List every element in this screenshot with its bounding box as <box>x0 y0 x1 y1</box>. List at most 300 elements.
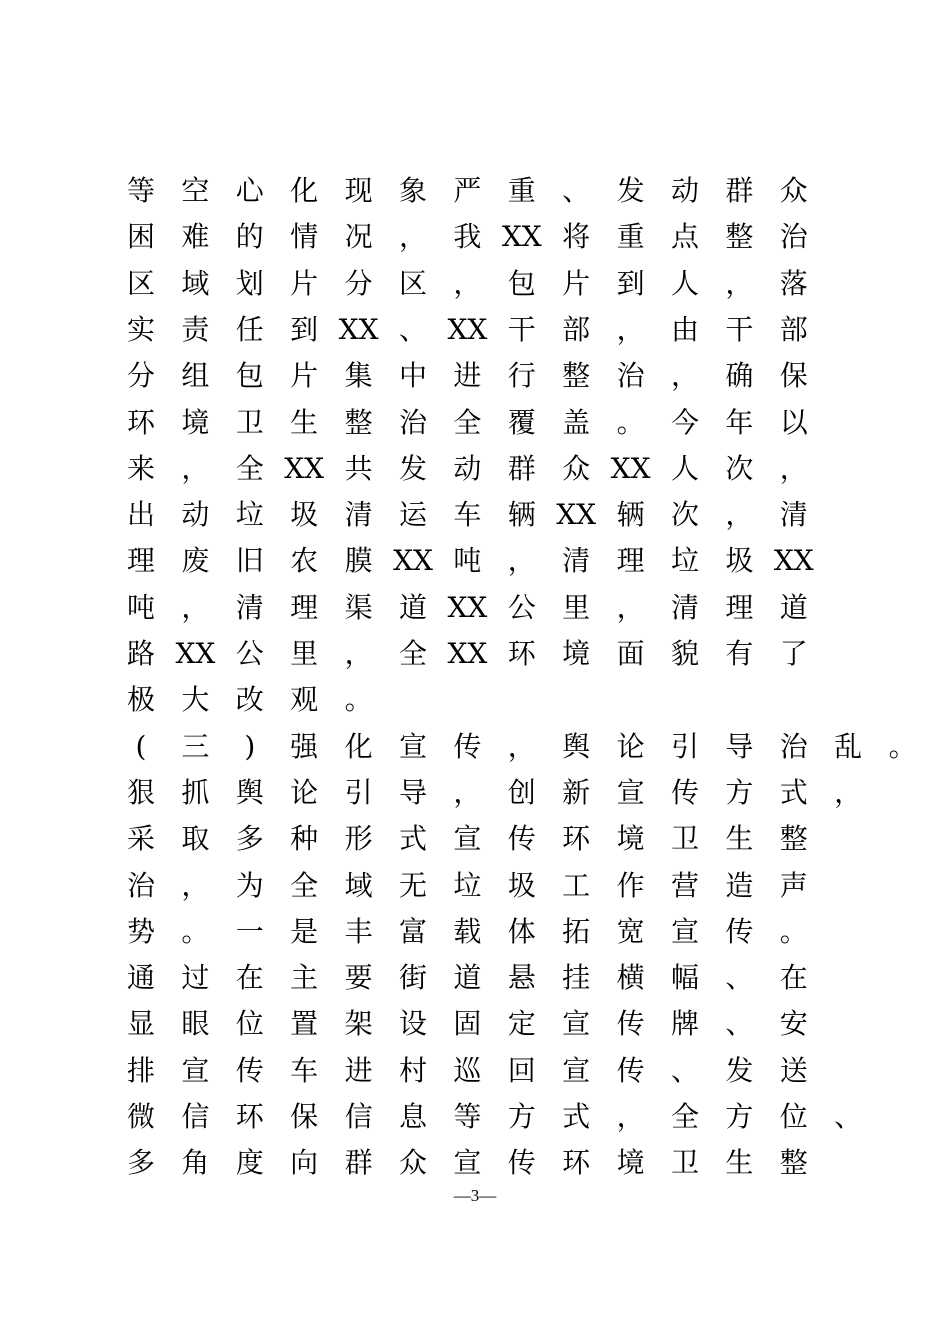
text-char: 引 <box>344 775 373 809</box>
text-char: 环 <box>562 822 591 856</box>
text-char: 群 <box>725 174 754 207</box>
text-char: 式 <box>779 775 808 809</box>
text-char: ， <box>181 868 210 902</box>
text-char: 悬 <box>507 961 536 995</box>
text-char: 发 <box>616 174 645 207</box>
text-char: 理 <box>126 544 155 578</box>
text-line <box>122 680 394 720</box>
text-char: 宣 <box>616 775 645 809</box>
text-char: 狠 <box>126 775 155 809</box>
text-char: 治 <box>126 868 155 902</box>
text-char: XX <box>338 312 379 346</box>
text-char: 动 <box>181 498 210 532</box>
text-char: 到 <box>290 312 319 346</box>
text-line <box>122 1051 829 1091</box>
text-char: 圾 <box>725 544 754 578</box>
text-char: 定 <box>507 1007 536 1041</box>
text-char: 吨 <box>126 590 155 624</box>
text-char: 进 <box>344 1053 373 1087</box>
text-char: 向 <box>290 1146 319 1180</box>
text-char: 送 <box>779 1053 808 1087</box>
text-char: 境 <box>181 405 210 439</box>
text-char: 导 <box>398 775 427 809</box>
text-line <box>122 634 829 674</box>
text-char: 抓 <box>181 775 210 809</box>
text-char: 次 <box>725 451 754 485</box>
text-char: ， <box>181 590 210 624</box>
text-char: 微 <box>126 1100 155 1133</box>
text-char: 理 <box>616 544 645 578</box>
text-char: 角 <box>181 1146 210 1180</box>
text-char: ( <box>135 729 147 763</box>
text-char: 论 <box>290 775 319 809</box>
text-char: 声 <box>779 868 808 902</box>
text-char: 治 <box>616 359 645 393</box>
text-char: 包 <box>507 266 536 300</box>
text-line <box>122 1143 829 1183</box>
text-char: 保 <box>779 359 808 393</box>
text-char: 宣 <box>453 1146 482 1180</box>
text-char: 理 <box>290 590 319 624</box>
text-line <box>122 588 829 628</box>
text-char: 排 <box>126 1053 155 1087</box>
text-char: 我 <box>453 220 482 254</box>
text-char: 取 <box>181 822 210 856</box>
text-char: ， <box>834 775 863 809</box>
text-line <box>122 1097 884 1137</box>
text-char: ， <box>453 266 482 300</box>
text-char: 势 <box>126 914 155 948</box>
text-char: 传 <box>725 914 754 948</box>
text-char: 情 <box>290 220 319 254</box>
text-char: 在 <box>235 961 264 995</box>
text-char: 分 <box>126 359 155 393</box>
text-line <box>122 403 829 443</box>
text-char: 过 <box>181 961 210 995</box>
text-line <box>122 819 829 859</box>
text-char: 境 <box>616 822 645 856</box>
text-line <box>122 866 829 906</box>
text-char: 覆 <box>507 405 536 439</box>
text-char: 多 <box>126 1146 155 1180</box>
text-char: 新 <box>562 775 591 809</box>
text-char: 车 <box>290 1053 319 1087</box>
text-char: 区 <box>126 266 155 300</box>
text-char: 责 <box>181 312 210 346</box>
text-char: 宣 <box>562 1053 591 1087</box>
text-char: 到 <box>616 266 645 300</box>
text-char: 环 <box>507 637 536 670</box>
text-char: 圾 <box>290 498 319 532</box>
text-char: 废 <box>181 544 210 578</box>
text-char: 动 <box>670 174 699 207</box>
text-char: 动 <box>453 451 482 485</box>
text-char: 宣 <box>453 822 482 856</box>
text-char: 位 <box>779 1100 808 1133</box>
text-char: 群 <box>344 1146 373 1180</box>
text-char: 环 <box>126 405 155 439</box>
text-char: 改 <box>235 683 264 717</box>
text-char: 工 <box>562 868 591 902</box>
text-char: 安 <box>779 1007 808 1041</box>
text-char: 载 <box>453 914 482 948</box>
text-char: 垃 <box>235 498 264 532</box>
text-char: 引 <box>670 729 699 763</box>
text-char: 式 <box>398 822 427 856</box>
text-char: 卫 <box>670 1146 699 1180</box>
text-char: 圾 <box>507 868 536 902</box>
text-char: 整 <box>779 1146 808 1180</box>
text-char: 传 <box>616 1053 645 1087</box>
text-char: 人 <box>670 266 699 300</box>
text-char: 传 <box>670 775 699 809</box>
text-char: 渠 <box>344 590 373 624</box>
text-char: 片 <box>290 266 319 300</box>
text-char: 清 <box>670 590 699 624</box>
text-char: 重 <box>507 174 536 207</box>
text-char: 全 <box>290 868 319 902</box>
text-char: 的 <box>235 220 264 254</box>
text-char: 公 <box>507 590 536 624</box>
text-char: 共 <box>344 451 373 485</box>
text-char: 境 <box>616 1146 645 1180</box>
text-char: 道 <box>779 590 808 624</box>
text-line <box>122 171 829 211</box>
text-char: 。 <box>344 683 373 717</box>
text-char: 造 <box>725 868 754 902</box>
text-char: 信 <box>344 1100 373 1133</box>
text-char: 行 <box>507 359 536 393</box>
text-line <box>122 356 829 396</box>
text-char: 显 <box>126 1007 155 1041</box>
text-char: 生 <box>725 1146 754 1180</box>
text-char: 干 <box>725 312 754 346</box>
text-char: 生 <box>290 405 319 439</box>
text-char: 主 <box>290 961 319 995</box>
text-char: XX <box>501 220 542 254</box>
text-char: 环 <box>235 1100 264 1133</box>
text-char: 落 <box>779 266 808 300</box>
text-line <box>122 773 884 813</box>
text-char: 确 <box>725 359 754 393</box>
text-char: 整 <box>344 405 373 439</box>
text-char: 全 <box>453 405 482 439</box>
text-line <box>122 1004 829 1044</box>
text-char: 、 <box>834 1100 863 1133</box>
text-char: 牌 <box>670 1007 699 1041</box>
text-char: 干 <box>507 312 536 346</box>
text-char: 了 <box>779 637 808 670</box>
text-char: 是 <box>290 914 319 948</box>
text-char: 众 <box>562 451 591 485</box>
text-char: 巡 <box>453 1053 482 1087</box>
text-char: 、 <box>398 312 427 346</box>
text-char: 发 <box>398 451 427 485</box>
text-char: 舆 <box>562 729 591 763</box>
text-char: 治 <box>779 220 808 254</box>
text-char: 车 <box>453 498 482 532</box>
text-char: 公 <box>235 637 264 670</box>
text-char: 。 <box>181 914 210 948</box>
text-char: 传 <box>235 1053 264 1087</box>
text-char: 观 <box>290 683 319 717</box>
text-char: ) <box>244 729 256 763</box>
text-char: 清 <box>344 498 373 532</box>
text-char: 整 <box>779 822 808 856</box>
text-char: 道 <box>453 961 482 995</box>
text-char: 全 <box>398 637 427 670</box>
text-char: 里 <box>290 637 319 670</box>
text-char: 垃 <box>453 868 482 902</box>
text-char: 大 <box>181 683 210 717</box>
text-char: ， <box>453 775 482 809</box>
text-char: 乱 <box>834 729 863 763</box>
text-line <box>122 449 829 489</box>
text-char: 面 <box>616 637 645 670</box>
text-char: 。 <box>888 729 917 763</box>
text-char: 采 <box>126 822 155 856</box>
text-char: 设 <box>398 1007 427 1041</box>
text-line <box>122 310 829 350</box>
text-char: 、 <box>670 1053 699 1087</box>
text-char: 方 <box>507 1100 536 1133</box>
text-char: 导 <box>725 729 754 763</box>
text-line <box>122 264 829 304</box>
text-char: 形 <box>344 822 373 856</box>
text-char: 卫 <box>670 822 699 856</box>
text-char: 强 <box>290 729 319 763</box>
text-char: 任 <box>235 312 264 346</box>
text-char: 将 <box>562 220 591 254</box>
text-char: 现 <box>344 174 373 207</box>
text-char: 三 <box>181 729 210 763</box>
text-char: 宣 <box>181 1053 210 1087</box>
text-char: 位 <box>235 1007 264 1041</box>
text-char: ， <box>507 544 536 578</box>
text-char: 环 <box>562 1146 591 1180</box>
text-char: 今 <box>670 405 699 439</box>
text-char: 吨 <box>453 544 482 578</box>
text-char: XX <box>393 544 433 578</box>
text-line <box>122 217 829 257</box>
text-char: 众 <box>398 1146 427 1180</box>
text-char: 一 <box>235 914 264 948</box>
text-char: 度 <box>235 1146 264 1180</box>
text-char: 垃 <box>670 544 699 578</box>
text-char: 方 <box>725 1100 754 1133</box>
text-char: 集 <box>344 359 373 393</box>
text-char: 道 <box>398 590 427 624</box>
text-char: 极 <box>126 683 155 717</box>
text-char: 出 <box>126 498 155 532</box>
text-char: 发 <box>725 1053 754 1087</box>
text-char: 全 <box>235 451 264 485</box>
text-char: XX <box>610 451 651 485</box>
text-char: XX <box>556 498 597 532</box>
text-char: 理 <box>725 590 754 624</box>
text-char: XX <box>175 637 216 670</box>
text-char: 治 <box>779 729 808 763</box>
text-char: 有 <box>725 637 754 670</box>
text-char: 富 <box>398 914 427 948</box>
text-char: 等 <box>126 174 155 207</box>
text-char: 况 <box>344 220 373 254</box>
text-char: 整 <box>562 359 591 393</box>
text-char: ， <box>725 498 754 532</box>
text-char: 年 <box>725 405 754 439</box>
text-char: ， <box>616 312 645 346</box>
text-char: 化 <box>290 174 319 207</box>
text-line <box>122 912 829 952</box>
text-line <box>122 541 829 581</box>
text-char: 。 <box>616 405 645 439</box>
text-char: 保 <box>290 1100 319 1133</box>
text-char: 空 <box>181 174 210 207</box>
text-char: ， <box>616 590 645 624</box>
text-char: 域 <box>344 868 373 902</box>
text-char: 辆 <box>616 498 645 532</box>
text-char: 通 <box>126 961 155 995</box>
text-char: XX <box>447 637 488 670</box>
text-char: 分 <box>344 266 373 300</box>
text-char: 生 <box>725 822 754 856</box>
text-char: 传 <box>507 822 536 856</box>
text-char: 拓 <box>562 914 591 948</box>
text-char: ， <box>344 637 373 670</box>
text-char: 运 <box>398 498 427 532</box>
text-char: 片 <box>290 359 319 393</box>
text-char: 膜 <box>344 544 373 578</box>
text-char: 眼 <box>181 1007 210 1041</box>
text-char: 置 <box>290 1007 319 1041</box>
text-char: 人 <box>670 451 699 485</box>
text-char: 域 <box>181 266 210 300</box>
text-char: 息 <box>398 1100 427 1133</box>
text-char: 传 <box>453 729 482 763</box>
text-char: 。 <box>779 914 808 948</box>
text-char: 以 <box>779 405 808 439</box>
text-char: 农 <box>290 544 319 578</box>
text-char: 心 <box>235 174 264 207</box>
text-char: 路 <box>126 637 155 670</box>
text-char: 貌 <box>670 637 699 670</box>
text-char: 式 <box>562 1100 591 1133</box>
text-char: 里 <box>562 590 591 624</box>
text-line <box>122 727 938 767</box>
text-char: 旧 <box>235 544 264 578</box>
text-char: 众 <box>779 174 808 207</box>
text-char: 创 <box>507 775 536 809</box>
text-char: 宣 <box>398 729 427 763</box>
text-char: ， <box>779 451 808 485</box>
text-char: 街 <box>398 961 427 995</box>
text-char: 传 <box>507 1146 536 1180</box>
text-char: XX <box>447 312 488 346</box>
text-char: 进 <box>453 359 482 393</box>
text-char: 宣 <box>670 914 699 948</box>
text-char: 难 <box>181 220 210 254</box>
text-line <box>122 495 829 535</box>
text-char: 传 <box>616 1007 645 1041</box>
text-char: 在 <box>779 961 808 995</box>
text-char: 多 <box>235 822 264 856</box>
text-char: 横 <box>616 961 645 995</box>
text-char: 论 <box>616 729 645 763</box>
text-char: 要 <box>344 961 373 995</box>
text-char: 信 <box>181 1100 210 1133</box>
text-char: 次 <box>670 498 699 532</box>
text-char: 实 <box>126 312 155 346</box>
text-char: 划 <box>235 266 264 300</box>
text-char: 丰 <box>344 914 373 948</box>
text-char: 种 <box>290 822 319 856</box>
text-char: 无 <box>398 868 427 902</box>
text-char: 为 <box>235 868 264 902</box>
page-number: —3— <box>453 1186 497 1205</box>
text-char: 作 <box>616 868 645 902</box>
text-char: 方 <box>725 775 754 809</box>
text-char: ， <box>725 266 754 300</box>
text-char: 宣 <box>562 1007 591 1041</box>
text-char: 清 <box>562 544 591 578</box>
text-char: 困 <box>126 220 155 254</box>
text-char: 全 <box>670 1100 699 1133</box>
text-char: 部 <box>562 312 591 346</box>
text-char: XX <box>284 451 325 485</box>
text-char: 卫 <box>235 405 264 439</box>
text-char: 固 <box>453 1007 482 1041</box>
text-char: 盖 <box>562 405 591 439</box>
text-char: 挂 <box>562 961 591 995</box>
text-char: 来 <box>126 451 155 485</box>
text-char: 体 <box>507 914 536 948</box>
text-char: 治 <box>398 405 427 439</box>
text-char: 清 <box>235 590 264 624</box>
text-char: ， <box>616 1100 645 1133</box>
text-char: ， <box>181 451 210 485</box>
text-char: 、 <box>725 961 754 995</box>
text-char: 辆 <box>507 498 536 532</box>
text-char: ， <box>398 220 427 254</box>
text-char: 区 <box>398 266 427 300</box>
text-char: XX <box>447 590 488 624</box>
text-char: 象 <box>398 174 427 207</box>
text-char: 组 <box>181 359 210 393</box>
text-char: 部 <box>779 312 808 346</box>
text-char: 由 <box>670 312 699 346</box>
text-char: 群 <box>507 451 536 485</box>
text-char: 点 <box>670 220 699 254</box>
text-char: 片 <box>562 266 591 300</box>
text-char: 舆 <box>235 775 264 809</box>
text-char: 清 <box>779 498 808 532</box>
text-char: 等 <box>453 1100 482 1133</box>
text-char: XX <box>773 544 814 578</box>
text-char: 重 <box>616 220 645 254</box>
text-char: ， <box>670 359 699 393</box>
text-char: 营 <box>670 868 699 902</box>
text-char: 严 <box>453 174 482 207</box>
text-char: 回 <box>507 1053 536 1087</box>
text-char: 幅 <box>670 961 699 995</box>
text-line <box>122 958 829 998</box>
text-char: 、 <box>725 1007 754 1041</box>
text-char: ， <box>507 729 536 763</box>
text-char: 村 <box>398 1053 427 1087</box>
text-char: 整 <box>725 220 754 254</box>
text-char: 中 <box>398 359 427 393</box>
text-char: 、 <box>562 174 591 207</box>
